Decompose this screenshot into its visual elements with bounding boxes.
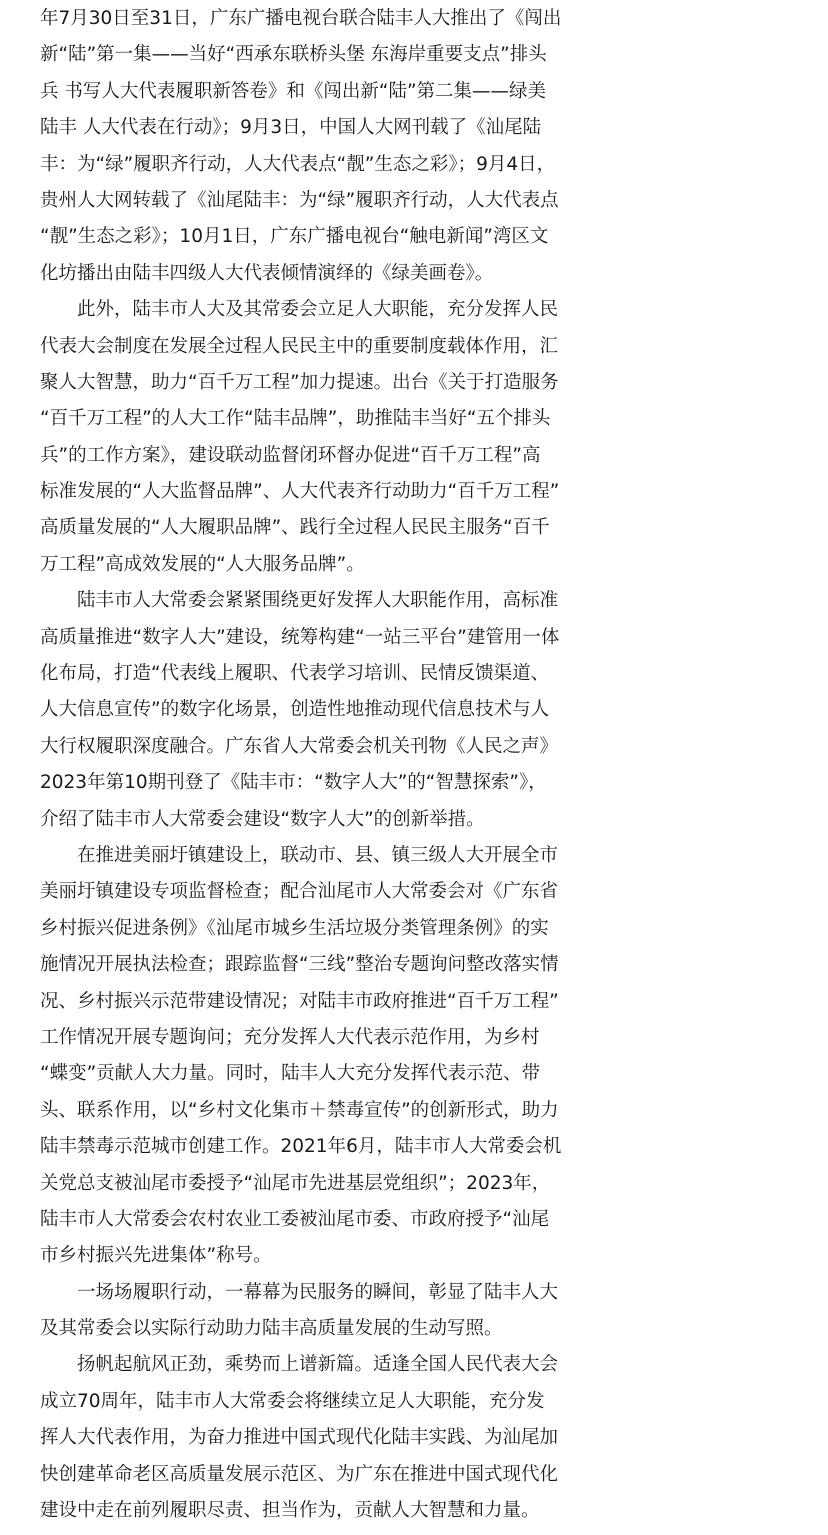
text-line: 况、乡村振兴示范带建设情况；对陆丰市政府推进“百千万工程” — [40, 990, 559, 1012]
text-line: 人大信息宣传”的数字化场景，创造性地推动现代信息技术与人 — [40, 699, 550, 721]
text-line: 陆丰市人大常委会紧紧围绕更好发挥人大职能作用，高标准 — [77, 590, 559, 612]
text-line: 在推进美丽圩镇建设上，联动市、县、镇三级人大开展全市 — [77, 844, 559, 866]
text-line: 万工程”高成效发展的“人大服务品牌”。 — [40, 553, 365, 575]
paragraph — [40, 292, 560, 583]
text-line: 化布局，打造“代表线上履职、代表学习培训、民情反馈渠道、 — [40, 663, 550, 685]
text-line: 市乡村振兴先进集体”称号。 — [40, 1245, 272, 1267]
text-line: 一场场履职行动，一幕幕为民服务的瞬间，彰显了陆丰人大 — [77, 1281, 559, 1303]
text-line: 成立70周年，陆丰市人大常委会将继续立足人大职能，充分发 — [40, 1390, 545, 1412]
text-line: 施情况开展执法检查；跟踪监督“三线”整治专题询问整改落实情 — [40, 954, 559, 976]
text-line: “蝶变”贡献人大力量。同时，陆丰人大充分发挥代表示范、带 — [40, 1063, 541, 1085]
text-line: 挥人大代表作用，为奋力推进中国式现代化陆丰实践、为汕尾加 — [40, 1427, 559, 1449]
text-line: 丰：为“绿”履职齐行动，人大代表点“靓”生态之彩》；9月4日， — [40, 153, 556, 175]
text-line: 陆丰市人大常委会农村农业工委被汕尾市委、市政府授予“汕尾 — [40, 1208, 550, 1230]
text-line: “靓”生态之彩》；10月1日，广东广播电视台“触电新闻”湾区文 — [40, 226, 549, 248]
text-line: 年7月30日至31日，广东广播电视台联合陆丰人大推出了《闯出 — [40, 8, 562, 29]
paragraph — [40, 838, 560, 1275]
paragraph — [40, 1275, 560, 1348]
text-line: 化坊播出由陆丰四级人大代表倾情演绎的《绿美画卷》。 — [40, 262, 494, 284]
text-line: 高质量发展的“人大履职品牌”、践行全过程人民民主服务“百千 — [40, 517, 550, 539]
text-line: 快创建革命老区高质量发展示范区、为广东在推进中国式现代化 — [40, 1463, 559, 1485]
text-line: 建设中走在前列履职尽责、担当作为，贡献人大智慧和力量。 — [40, 1500, 540, 1522]
text-line: 大行权履职深度融合。广东省人大常委会机关刊物《人民之声》 — [40, 735, 559, 757]
text-line: 介绍了陆丰市人大常委会建设“数字人大”的创新举措。 — [40, 808, 485, 830]
text-line: 标准发展的“人大监督品牌”、人大代表齐行动助力“百千万工程” — [40, 481, 560, 503]
text-line: 关党总支被汕尾市委授予“汕尾市先进基层党组织”；2023年， — [40, 1172, 551, 1194]
text-line: 兵 书写人大代表履职新答卷》和《闯出新“陆”第二集——绿美 — [40, 80, 547, 102]
text-line: 此外，陆丰市人大及其常委会立足人大职能，充分发挥人民 — [77, 299, 559, 321]
text-line: 美丽圩镇建设专项监督检查；配合汕尾市人大常委会对《广东省 — [40, 881, 559, 903]
text-line: 陆丰禁毒示范城市创建工作。2021年6月，陆丰市人大常委会机 — [40, 1136, 562, 1158]
text-line: 代表大会制度在发展全过程人民民主中的重要制度载体作用，汇 — [40, 335, 559, 357]
text-line: 聚人大智慧，助力“百千万工程”加力提速。出台《关于打造服务 — [40, 371, 559, 393]
paragraph — [40, 583, 560, 838]
text-line: 2023年第10期刊登了《陆丰市：“数字人大”的“智慧探索”》， — [40, 772, 547, 794]
text-line: 头、联系作用，以“乡村文化集市＋禁毒宣传”的创新形式，助力 — [40, 1099, 559, 1121]
text-line: 新“陆”第一集——当好“西承东联桥头堡 东海岸重要支点”排头 — [40, 44, 547, 66]
text-line: 乡村振兴促进条例》《汕尾市城乡生活垃圾分类管理条例》的实 — [40, 917, 549, 939]
text-line: “百千万工程”的人大工作“陆丰品牌”，助推陆丰当好“五个排头 — [40, 408, 551, 430]
paragraph — [40, 1347, 560, 1529]
text-line: 贵州人大网转载了《汕尾陆丰：为“绿”履职齐行动，人大代表点 — [40, 189, 559, 211]
text-line: 及其常委会以实际行动助力陆丰高质量发展的生动写照。 — [40, 1318, 503, 1340]
paragraph — [40, 1, 560, 292]
text-line: 兵”的工作方案》，建设联动监督闭环督办促进“百千万工程”高 — [40, 444, 541, 466]
text-line: 工作情况开展专题询问；充分发挥人大代表示范作用，为乡村 — [40, 1026, 540, 1048]
text-line: 高质量推进“数字人大”建设，统筹构建“一站三平台”建管用一体 — [40, 626, 560, 648]
article-body — [40, 0, 560, 1529]
text-line: 陆丰 人大代表在行动》；9月3日，中国人大网刊载了《汕尾陆 — [40, 117, 542, 139]
text-line: 扬帆起航风正劲，乘势而上谱新篇。适逢全国人民代表大会 — [77, 1354, 559, 1376]
